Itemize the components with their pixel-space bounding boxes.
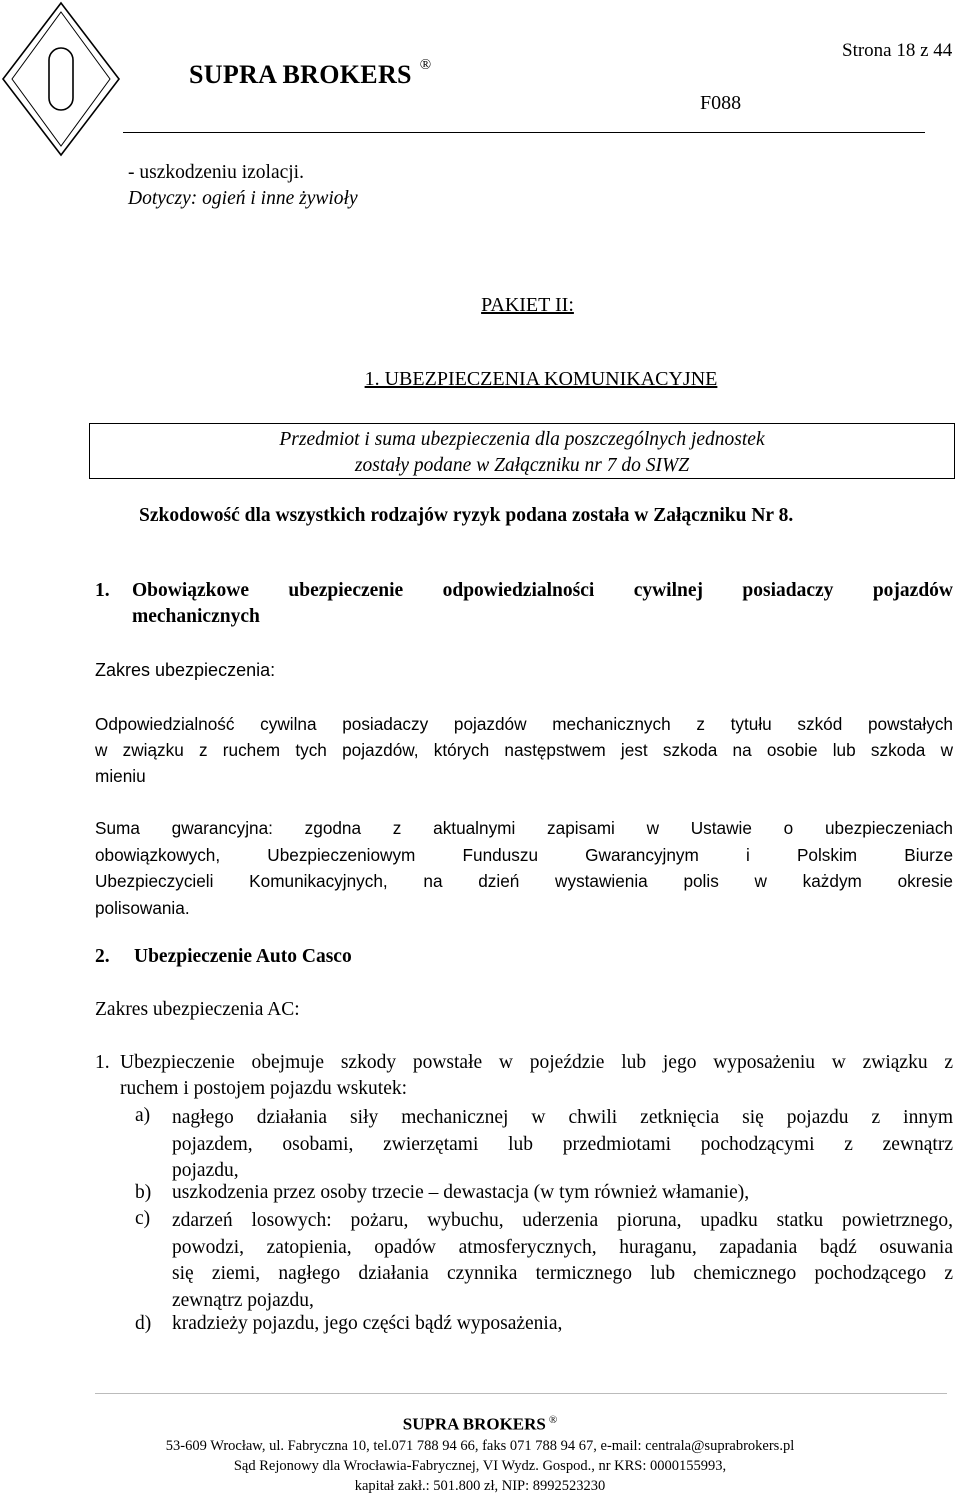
registered-mark: ® [419, 57, 432, 74]
footer-brand: SUPRA BROKERS ® [402, 1414, 558, 1434]
subject-note-line: Przedmiot i suma ubezpieczenia dla poszczególnych jednostek [279, 429, 765, 450]
oc-sum-line: polisowania. [95, 897, 190, 918]
footer-address: 53-609 Wrocław, ul. Fabryczna 10, tel.071 788 94 66, faks 071 788 94 67, e-mail: centrala@suprabrokers.pl [165, 1438, 795, 1454]
ac-item-label: b) [135, 1182, 152, 1203]
ac-item-line: powodzi, zatopienia, opadów atmosferycznych, huraganu, zapadania bądź osuwania [172, 1236, 953, 1258]
ac-number: 2. [95, 946, 110, 967]
footer-registered-mark: ® [548, 1414, 558, 1426]
ac-scope-label: Zakres ubezpieczenia AC: [95, 999, 300, 1020]
oc-sum-line: Suma gwarancyjna: zgodna z aktualnymi zapisami w Ustawie o ubezpieczeniach [95, 818, 953, 838]
ac-item-label: c) [135, 1208, 151, 1229]
oc-scope-line: Odpowiedzialność cywilna posiadaczy pojazdów mechanicznych z tytułu szkód powstałych [95, 714, 953, 734]
ac-item-line: zewnątrz pojazdu, [172, 1289, 314, 1311]
ac-item-label: a) [135, 1105, 151, 1126]
footer-divider [95, 1393, 947, 1394]
ac-item-line: zdarzeń losowych: pożaru, wybuchu, uderzenia pioruna, upadku statku powietrznego, [172, 1210, 953, 1231]
form-code: F088 [700, 92, 742, 114]
ac-item-line: się ziemi, nagłego działania czynnika termicznego lub chemicznego pochodzącego z [172, 1263, 953, 1284]
claims-note: Szkodowość dla wszystkich rodzajów ryzyk podana została w Załączniku Nr 8. [139, 505, 794, 526]
footer-capital: kapitał zakł.: 501.800 zł, NIP: 8992523230 [354, 1478, 606, 1494]
oc-scope-line: w związku z ruchem tych pojazdów, których następstwem jest szkoda na osobie lub szkoda w [95, 740, 953, 760]
ac-item-line: nagłego działania siły mechanicznej w chwili zetknięcia się pojazdu z innym [172, 1107, 953, 1128]
oc-heading-cont: mechanicznych [132, 606, 260, 627]
subject-note-box [89, 423, 955, 479]
oc-heading: Obowiązkowe ubezpieczenie odpowiedzialności cywilnej posiadaczy pojazdów [132, 580, 953, 601]
brand-name: SUPRA BROKERS ® [189, 57, 432, 89]
ac-item-d: kradzieży pojazdu, jego części bądź wyposażenia, [172, 1313, 563, 1334]
header-divider [123, 132, 925, 133]
oc-scope-line: mieniu [95, 766, 146, 786]
list-item: - uszkodzeniu izolacji. [128, 162, 304, 183]
oc-scope-label: Zakres ubezpieczenia: [95, 660, 276, 680]
ac-item-a [172, 1105, 953, 1185]
oc-sum-text [95, 815, 953, 921]
ac-item-b: uszkodzenia przez osoby trzecie – dewastacja (w tym również włamanie), [172, 1182, 750, 1203]
ac-point-number: 1. [95, 1052, 110, 1073]
footer-registry: Sąd Rejonowy dla Wrocławia-Fabrycznej, VI Wydz. Gospod., nr KRS: 0000155993, [233, 1458, 727, 1474]
package-title: PAKIET II: [481, 294, 574, 316]
concerns-note: Dotyczy: ogień i inne żywioły [128, 188, 358, 209]
oc-sum-line: obowiązkowych, Ubezpieczeniowym Funduszu Gwarancyjnym i Polskim Biurze [95, 844, 953, 865]
ac-point-line: Ubezpieczenie obejmuje szkody powstałe w pojeździe lub jego wyposażeniu w związku z [120, 1052, 953, 1073]
subject-note-line: zostały podane w Załączniku nr 7 do SIWZ [354, 455, 690, 476]
oc-number: 1. [95, 580, 110, 601]
section-title: 1. UBEZPIECZENIA KOMUNIKACYJNE [364, 368, 718, 390]
ac-item-c [172, 1208, 953, 1314]
ac-item-line: pojazdem, osobami, zwierzętami lub przedmiotami pochodzącymi z zewnątrz [172, 1133, 953, 1155]
oc-scope-text [95, 711, 953, 789]
ac-item-line: pojazdu, [172, 1160, 239, 1181]
ac-item-label: d) [135, 1313, 152, 1334]
ac-point-line: ruchem i postojem pojazdu wskutek: [120, 1078, 408, 1099]
oc-sum-line: Ubezpieczycieli Komunikacyjnych, na dzień wystawienia polis w każdym okresie [95, 871, 953, 891]
page-number: Strona 18 z 44 [842, 40, 953, 61]
company-logo [0, 0, 122, 158]
ac-heading: Ubezpieczenie Auto Casco [134, 946, 352, 967]
